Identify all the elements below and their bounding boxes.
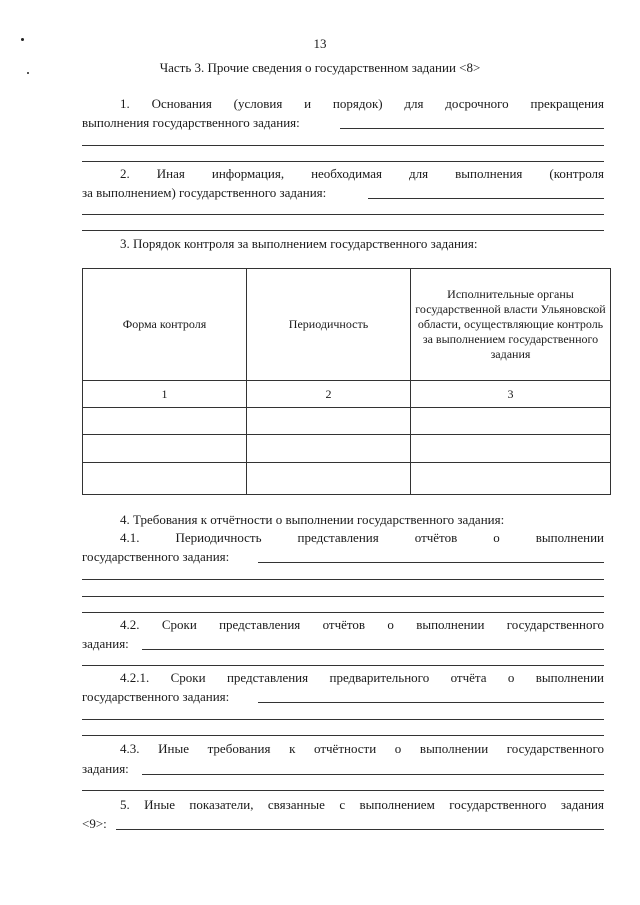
section421-line2: государственного задания: (82, 689, 230, 704)
section1-line2: выполнения государственного задания: (82, 115, 300, 130)
column-number: 2 (247, 381, 411, 408)
fill-line (82, 579, 604, 580)
fill-line (82, 612, 604, 613)
fill-line (258, 702, 604, 703)
table-header-row (83, 269, 611, 381)
table-cell (83, 463, 247, 495)
table-cell (83, 408, 247, 435)
table-cell (411, 463, 611, 495)
fill-line (142, 774, 604, 775)
header-control-form: Форма контроля (83, 269, 247, 381)
table-row (83, 435, 611, 463)
table-cell (247, 408, 411, 435)
fill-line (82, 665, 604, 666)
fill-line (142, 649, 604, 650)
fill-line (82, 735, 604, 736)
section43-line1: 4.3. Иные требования к отчётности о выполнении государственного (120, 741, 604, 756)
page-title: Часть 3. Прочие сведения о государственном задании <8> (159, 60, 481, 75)
fill-line (82, 230, 604, 231)
fill-line (116, 829, 604, 830)
fill-line (82, 790, 604, 791)
table-cell (247, 435, 411, 463)
table-row (83, 463, 611, 495)
control-table (82, 268, 611, 495)
section3-heading: 3. Порядок контроля за выполнением государственного задания: (120, 236, 478, 251)
section43-line2: задания: (82, 761, 129, 776)
section42-line2: задания: (82, 636, 129, 651)
section42-line1: 4.2. Сроки представления отчётов о выполнении государственного (120, 617, 604, 632)
table-row (83, 408, 611, 435)
table-cell (411, 435, 611, 463)
table-cell (411, 408, 611, 435)
section2-line1: 2. Иная информация, необходимая для выполнения (контроля (120, 166, 604, 181)
section41-line1: 4.1. Периодичность представления отчётов о выполнении (120, 530, 604, 545)
fill-line (82, 161, 604, 162)
page-number: 13 (313, 36, 327, 51)
section1-line1: 1. Основания (условия и порядок) для досрочного прекращения (120, 96, 604, 111)
column-number: 1 (83, 381, 247, 408)
section41-line2: государственного задания: (82, 549, 230, 564)
section421-line1: 4.2.1. Сроки представления предварительного отчёта о выполнении (120, 670, 604, 685)
table-number-row (83, 381, 611, 408)
header-periodicity: Периодичность (247, 269, 411, 381)
section2-line2: за выполнением) государственного задания: (82, 185, 327, 200)
fill-line (82, 145, 604, 146)
fill-line (258, 562, 604, 563)
fill-line (82, 596, 604, 597)
fill-line (340, 128, 604, 129)
column-number: 3 (411, 381, 611, 408)
section5-line1: 5. Иные показатели, связанные с выполнением государственного задания (120, 797, 604, 812)
fill-line (368, 198, 604, 199)
fill-line (82, 719, 604, 720)
section5-line2: <9>: (82, 816, 107, 831)
section4-heading: 4. Требования к отчётности о выполнении государственного задания: (120, 512, 505, 527)
table-cell (83, 435, 247, 463)
fill-line (82, 214, 604, 215)
header-control-bodies: Исполнительные органы государственной власти Ульяновской области, осуществляющие контроль за выполнением государственного задания (411, 269, 611, 381)
table-cell (247, 463, 411, 495)
